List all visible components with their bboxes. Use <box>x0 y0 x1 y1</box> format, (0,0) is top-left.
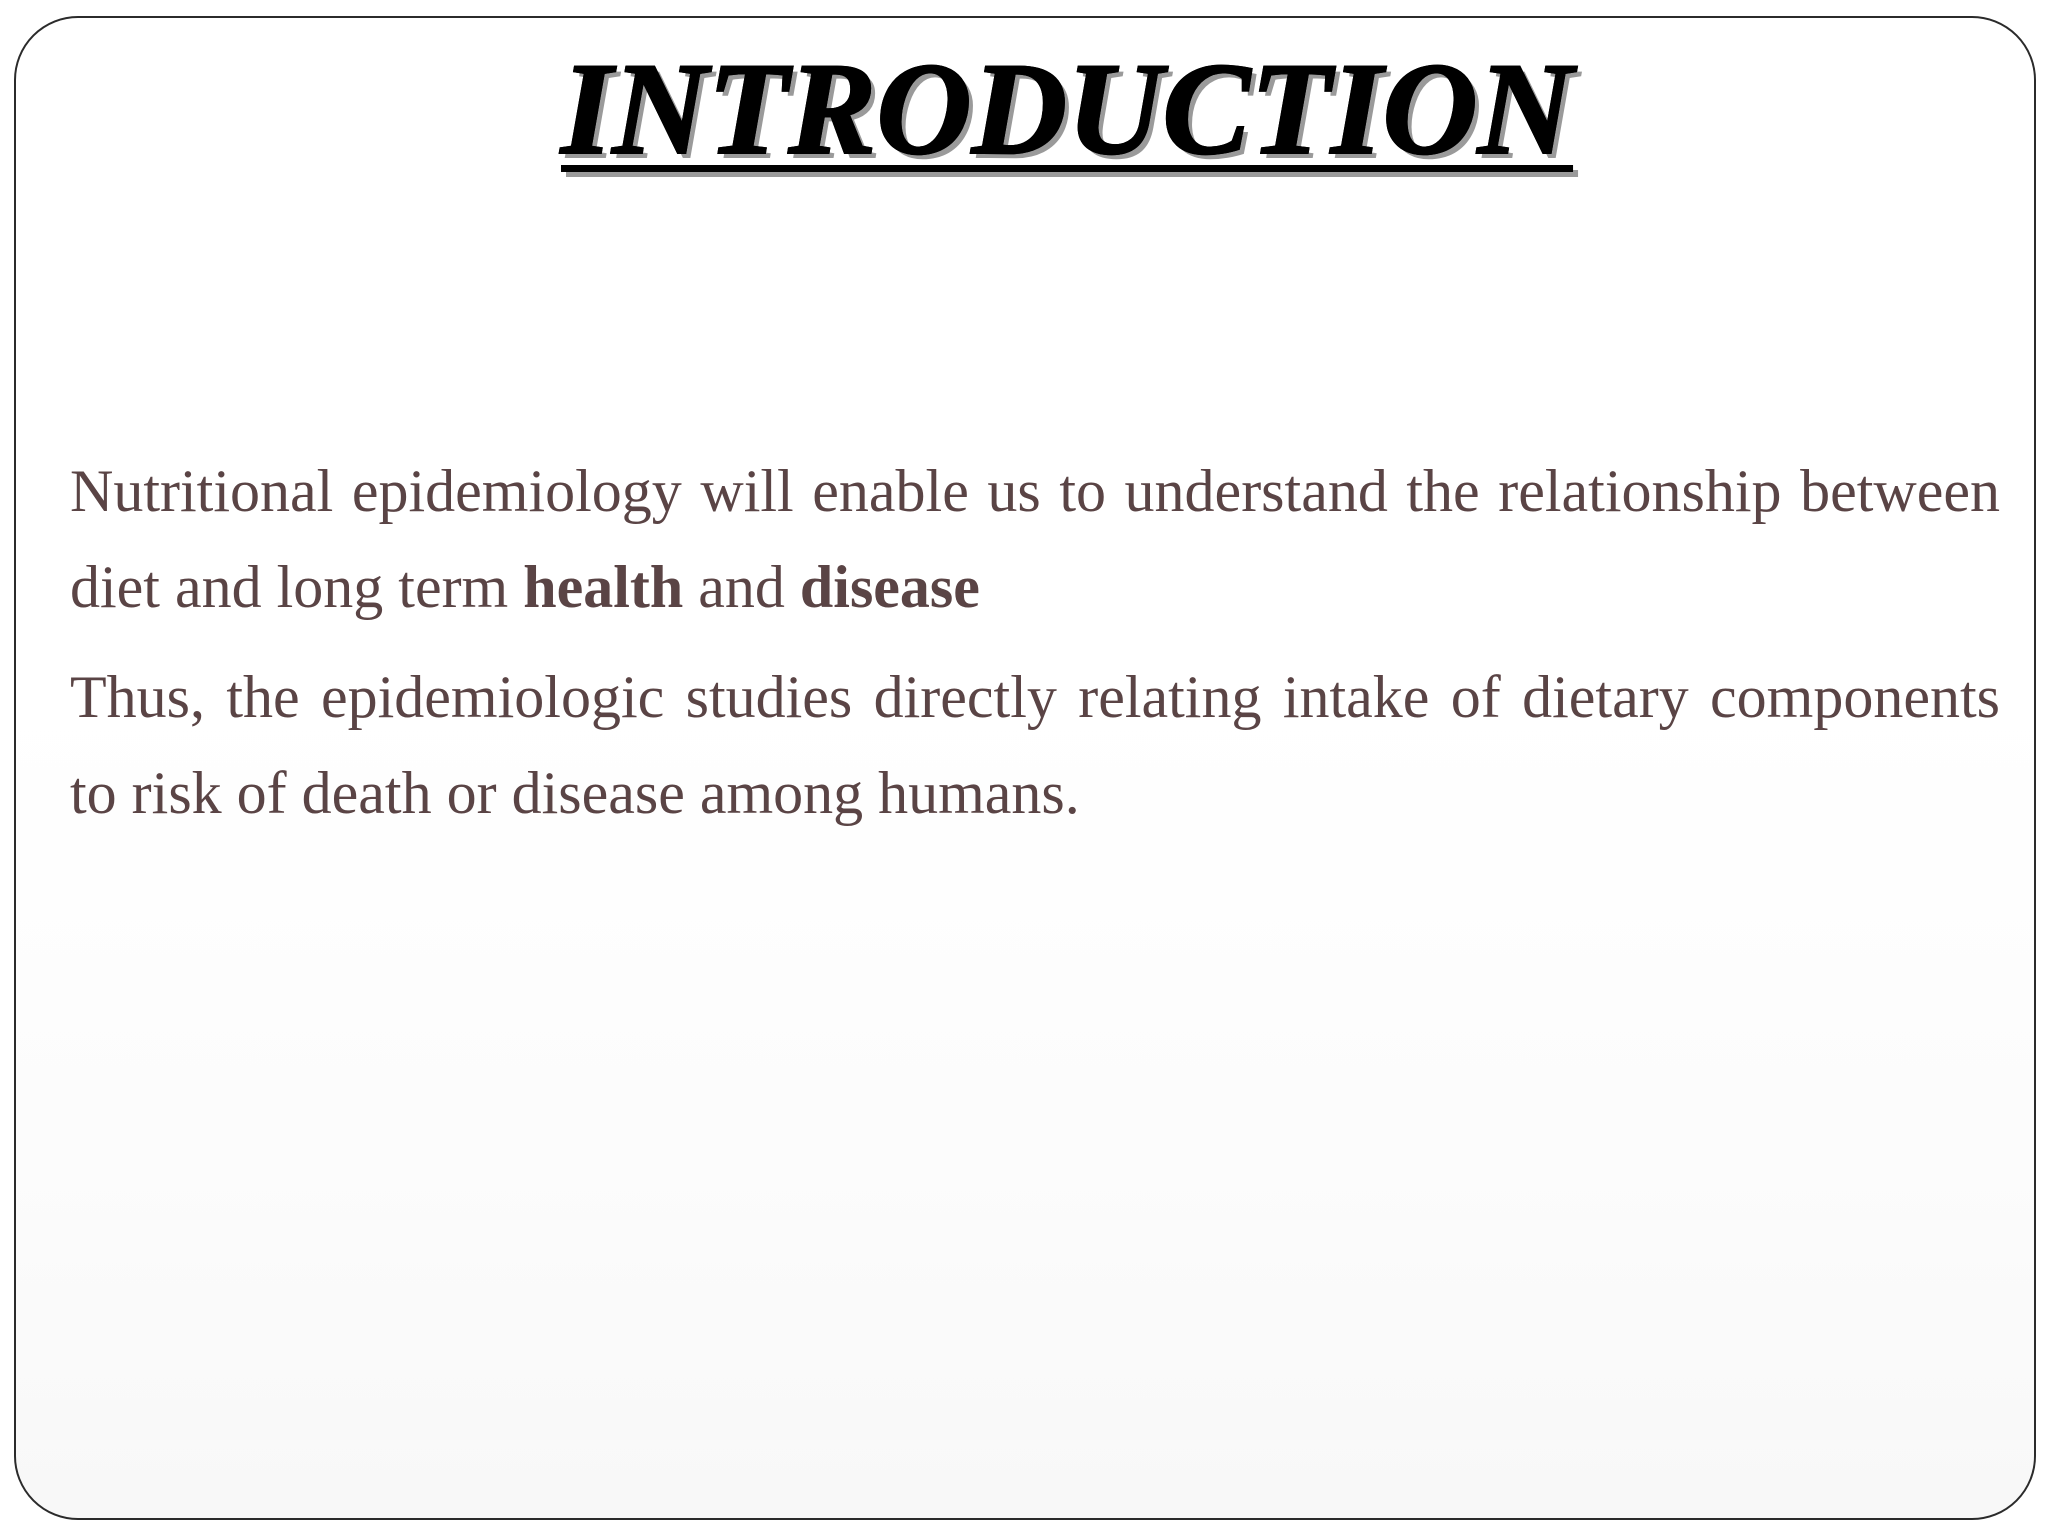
slide-body <box>70 443 2000 855</box>
paragraph-nutritional-epidemiology <box>70 443 2000 635</box>
paragraph-text: Nutritional epidemiology will enable us to understand the relationship between diet and long term <box>70 458 2000 620</box>
bold-term-disease: disease <box>799 554 980 620</box>
slide-frame <box>14 16 2036 1520</box>
slide-title: INTRODUCTION <box>561 35 1574 182</box>
paragraph-epidemiologic-studies: Thus, the epidemiologic studies directly relating intake of dietary components to risk of death or disease among humans. <box>70 664 2000 826</box>
bold-term-health: health <box>523 554 684 620</box>
paragraph-conjunction: and <box>683 554 800 620</box>
